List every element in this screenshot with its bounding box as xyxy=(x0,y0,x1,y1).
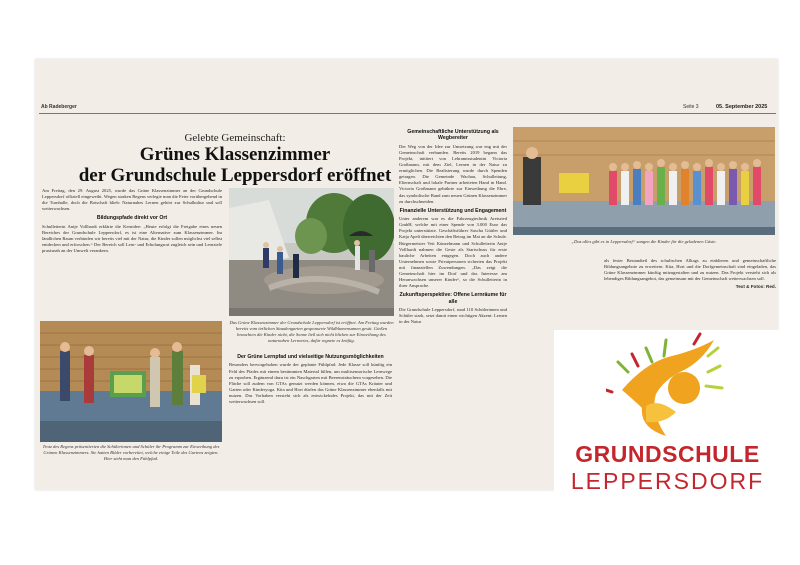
logo-text-grundschule: GRUNDSCHULE xyxy=(575,441,760,467)
text-conclusion: als fester Bestandteil des schulischen Alltags zu etablieren und gemeinschaftliche Bildungsangebote zu erweitern. Kita, Hort und die Dorfgemeinschaft sind eingeladen, das Grüne Klassenzimmer künftig mitzugestalten und zu nutzen. Das Projekt versteht sich als lebendiges Bildungsangebot, das gemeinsam mit der Gemeinschaft weiterwachsen soll. xyxy=(604,258,776,282)
article-kicker: Gelebte Gemeinschaft: xyxy=(184,132,286,144)
school-logo xyxy=(554,330,781,500)
column-middle xyxy=(229,351,392,407)
subheading-finanzen: Finanzielle Unterstützung und Engagement xyxy=(399,207,507,214)
photo-kids-presentation xyxy=(40,321,222,442)
column-right-middle xyxy=(399,126,507,327)
text-bildungspfade: Schulleiterin Antje Vollhardt erklärte die Kernidee: „Heute erfolgt die Freigabe eines neuen Bereiches der Grundschule Leppersdorf, es ist eine Alternative zum Klassenzimmer. Im ländlichen Raum verbinden wir bereits viel mit der Natur, die Kinder sollen möglichst viel selbst entdecken und erforschen.“ Der Bereich soll Lern- und Erholungsort zugleich sein und Lernziele praxisnah an der Umwelt verankern. xyxy=(42,223,222,254)
header-rule xyxy=(39,113,776,114)
photo-kids-singing xyxy=(513,127,775,235)
headline-line-2: der Grundschule Leppersdorf eröffnet xyxy=(78,165,392,186)
caption-kids-presentation: Trotz des Regens präsentierten die Schülerinnen und Schüler ihr Programm zur Einweihung des Grünen Klassenzimmers. Sie hatten Bilder vorbereitet, welche einige Teile des Gartens zeigten. Hier sieht man den Fühlpfad. xyxy=(42,444,220,461)
text-finanzen: Unter anderem war es die Fahrzeugtechnik Aretsried GmbH, welche mit einer Spende von 3.000 Euro das Projekt unterstützte. Geschäftsführer Sascha Güttler und Katja Apelt überreichten den Betrag im Mai an die Schule. Bürgermeister Veit Künzelmann und Schulleiterin Antje Vollhardt nahmen die Geste als Startschuss für erste bauliche Arbeiten entgegen. Doch auch andere Unternehmen sowie Privatpersonen sicherten das Projekt mit finanziellen Zuwendungen. „Das zeigt die Gemeinschaft hier im Dorf und das Interesse am Heranwachsen unserer Kinder“, so die Schulleiterin in ihrer Ansprache. xyxy=(399,216,507,289)
subheading-gemeinschaft: Gemeinschaftliche Unterstützung als Wegbereiter xyxy=(407,129,499,142)
text-lernpfad: Besonders hervorgehoben wurde der geplante Fühlpfad: Jede Klasse soll künftig ein Feld des Pfades mit einem bestimmten Material füllen, um multisensorische Lernwege zu erproben. Ergänzend dazu ist ein Naschgarten mit Beerensträuchern vorgesehen. Die Fläche soll zudem von GTAs genutzt werden können, etwa die GTAs Kräuter und Garten oder Kinderyoga. Kita und Hort dürfen das Grüne Klassenzimmer ebenfalls mit nutzen. Das Vorhaben versteht sich als entwickelndes Projekt, das mit der Zeit weiterwachsen soll. xyxy=(229,362,392,404)
paper-name: Ab Radeberger xyxy=(41,104,77,110)
subheading-zukunft: Zukunftsperspektive: Offene Lernräume für alle xyxy=(399,292,507,305)
intro-text: Am Freitag, den 29. August 2025, wurde das Grüne Klassenzimmer an der Grundschule Leppersdorf offiziell eingeweiht. Wegen starken Regens verlegte man die Feier vorübergehend in die Turnhalle, doch die Botschaft blieb: Naturnahes Lernen gehört zur Schulkultur und soll weiterwachsen. xyxy=(42,188,222,212)
issue-date: 05. September 2025 xyxy=(716,104,768,110)
logo-text-leppersdorf: LEPPERSDORF xyxy=(570,468,765,494)
column-left xyxy=(42,188,222,256)
caption-kids-singing: „Das alles gibt es in Leppersdorf“ sangen die Kinder für die geladenen Gäste. xyxy=(571,239,717,244)
text-gemeinschaft: Der Weg von der Idee zur Umsetzung war eng mit der Gemeinschaft verbunden. Bereits 2019 begann das Projekt, initiiert von Lehramtsstudentin Victoria Großmann, mit dem Ziel, Lernen in der Natur zu ermöglichen. Die Realisierung wurde durch Spenden getragen. Die Gemeinde Wachau, Schulleitung, Elternschaft und lokale Partner arbeiteten Hand in Hand. Victoria Großmann gebührte zur Einweihung die Ehre, das symbolische Band zum neuen Grünen Klassenzimmer zu durchschneiden. xyxy=(399,143,507,204)
subheading-bildungspfade: Bildungspfade direkt vor Ort xyxy=(96,215,168,222)
column-right xyxy=(604,258,776,292)
sun-figure-icon xyxy=(606,332,728,438)
article-headline xyxy=(40,144,430,186)
page-number: Seite 3 xyxy=(683,104,699,110)
photo-garden-opening xyxy=(229,188,394,316)
caption-garden-opening: Das Grüne Klassenzimmer der Grundschule Leppersdorf ist eröffnet. Am Freitag wurden bereits vom örtlichen Staudengarten gesponserte Wildblumensamen gesät. Gießen brauchten die Kinder nicht, die Sonne ließ sich nicht blicken zur Einweihung des naturnahen Lernortes, dafür regnete es kräftig. xyxy=(229,320,394,343)
headline-line-1: Grünes Klassenzimmer xyxy=(139,144,331,165)
subheading-lernpfad: Der Grüne Lernpfad und vielseitige Nutzungsmöglichkeiten xyxy=(237,354,384,360)
text-zukunft: Die Grundschule Leppersdorf, rund 110 Schülerinnen und Schüler stark, setzt damit einen wichtigen Akzent: Lernen in der Natur xyxy=(399,307,507,325)
credit: Text & Fotos: Red. xyxy=(735,284,776,290)
